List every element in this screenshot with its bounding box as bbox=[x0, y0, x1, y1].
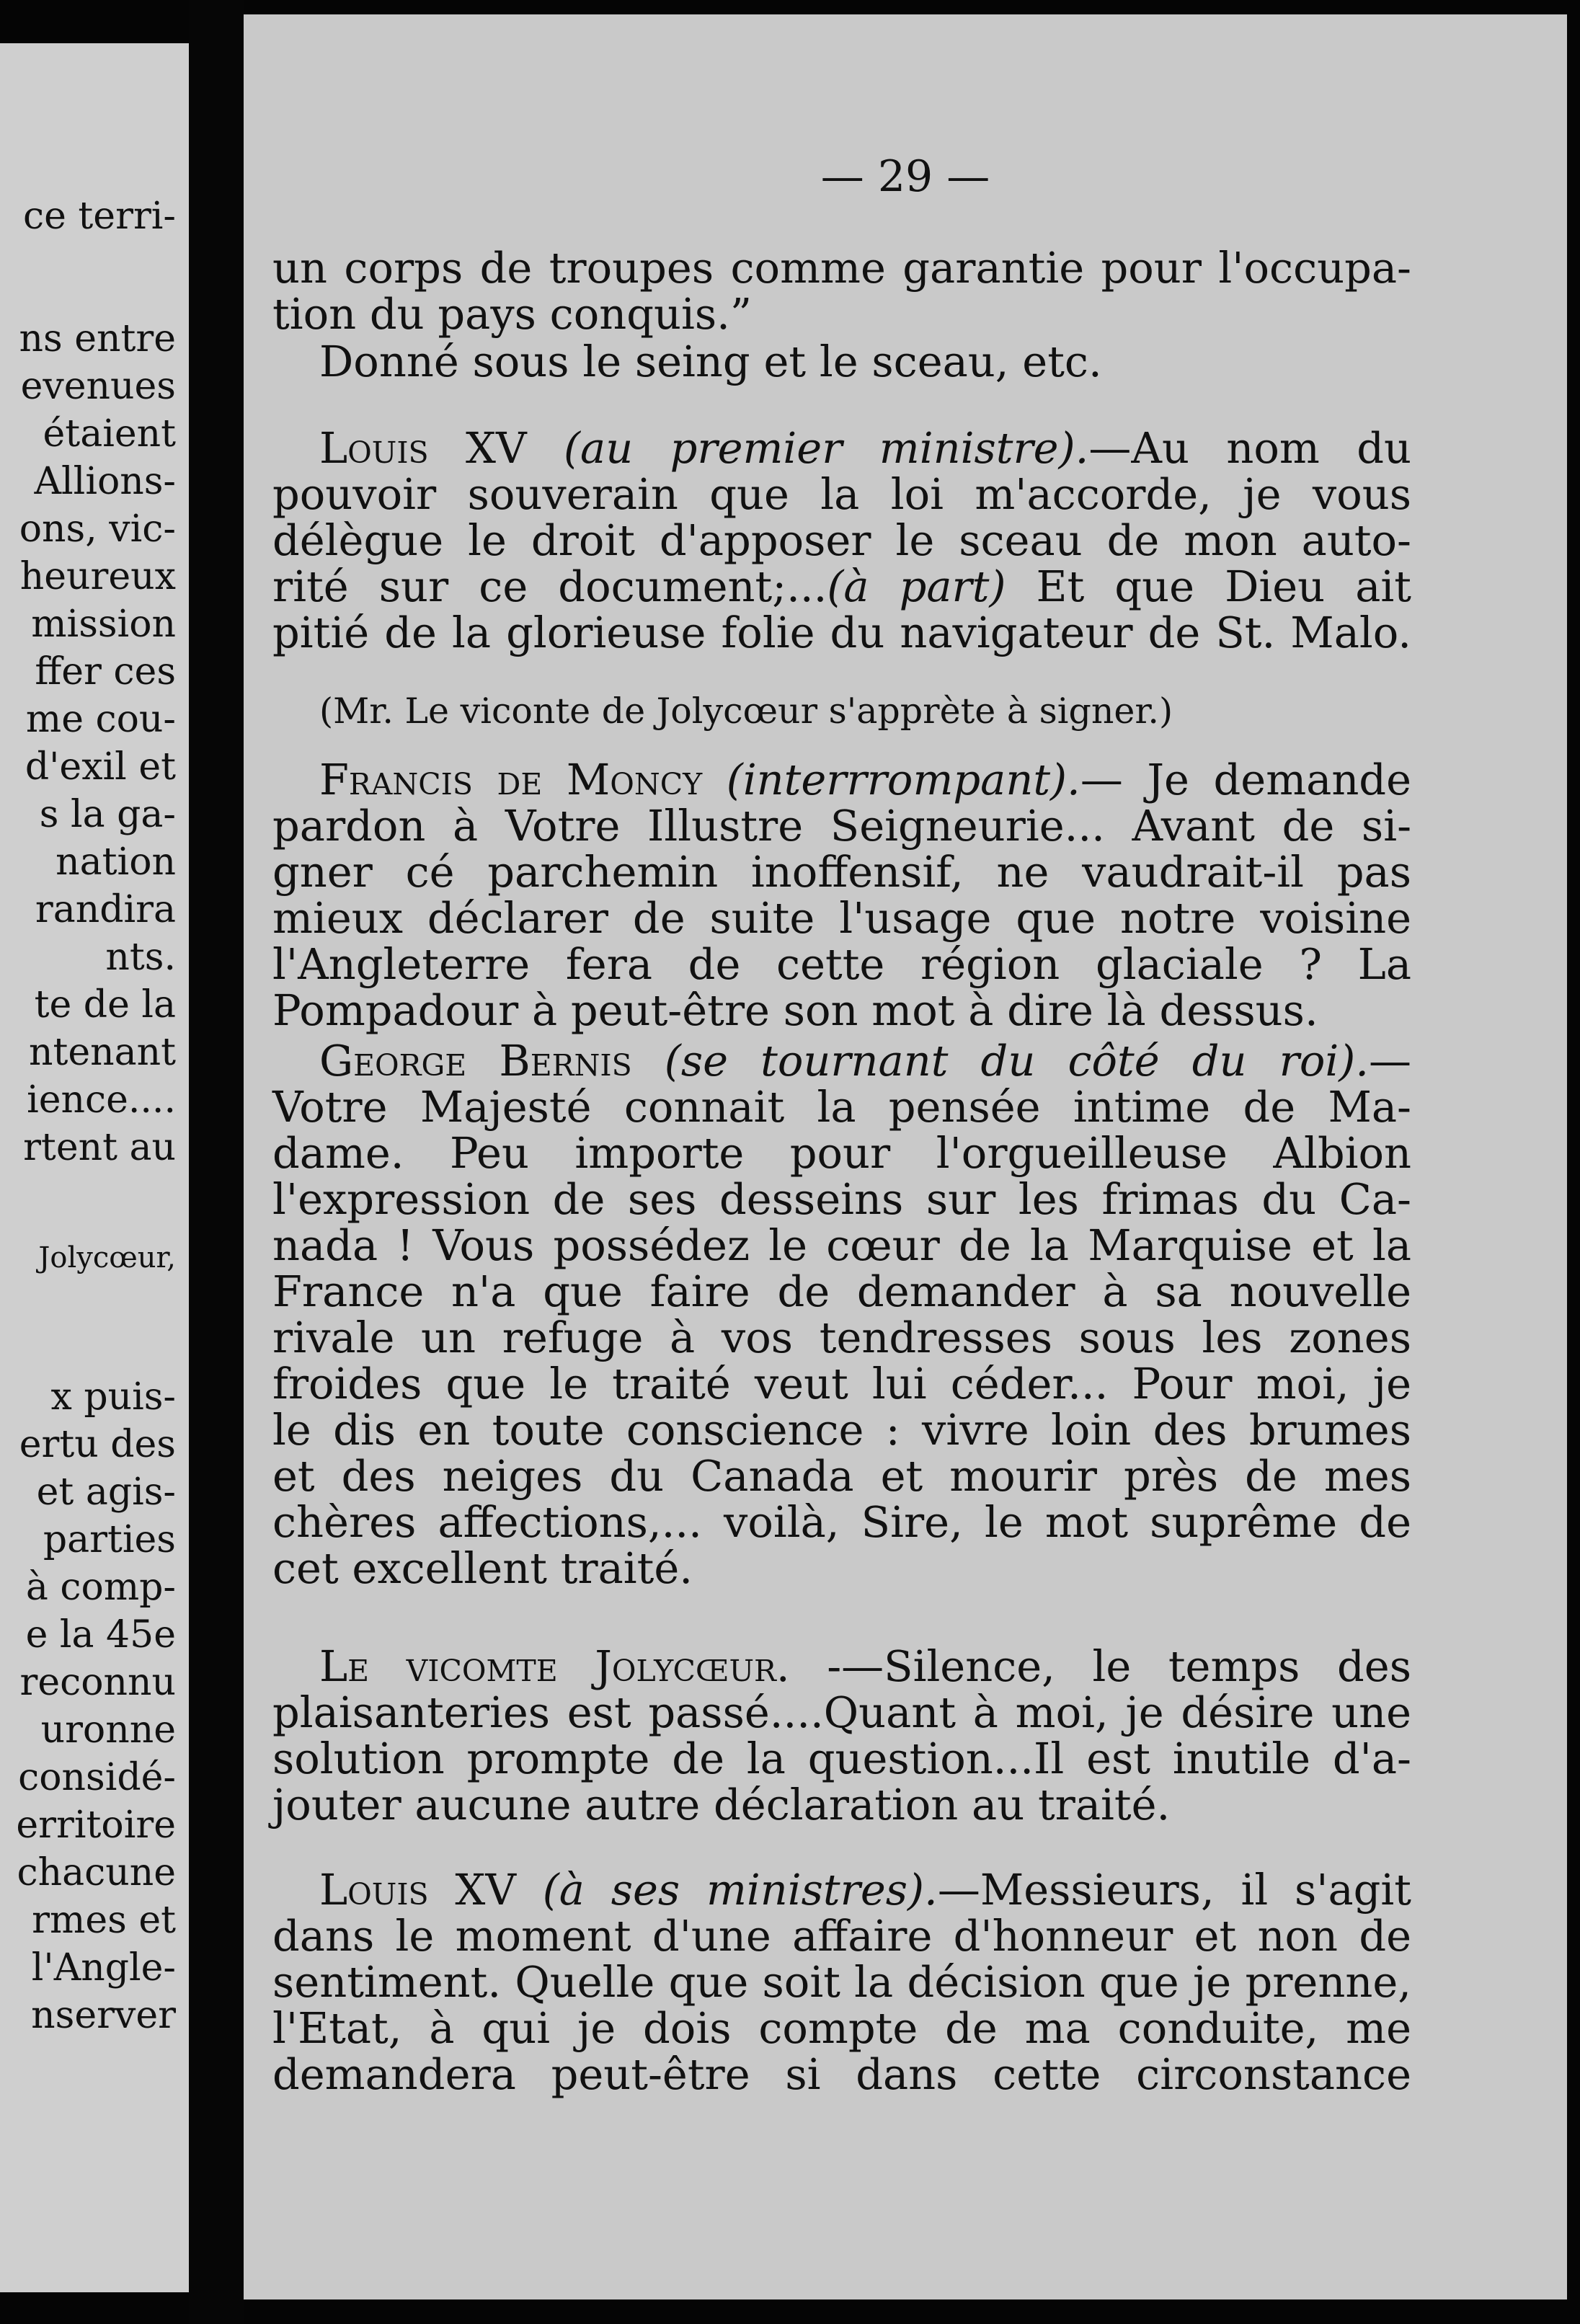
stage-direction: (à part) bbox=[827, 562, 1006, 611]
left-page-line: considé- bbox=[18, 1756, 176, 1799]
text-line: rivale un refuge à vos tendresses sous les zones bbox=[272, 1313, 1411, 1362]
left-page-line: x puis- bbox=[50, 1375, 176, 1419]
stage-direction: (se tournant du côté du roi). bbox=[664, 1036, 1370, 1086]
left-page-line: chacune bbox=[17, 1851, 176, 1894]
book-gutter bbox=[189, 0, 244, 2324]
left-page-line: ns entre bbox=[19, 317, 176, 360]
left-page-line: Allions- bbox=[34, 460, 176, 503]
left-page-line: étaient bbox=[43, 412, 176, 456]
text-line: l'Etat, à qui je dois compte de ma conduite, me bbox=[272, 2003, 1411, 2053]
text-line: France n'a que faire de demander à sa nouvelle bbox=[272, 1267, 1411, 1316]
dialogue-text: —Messieurs, il s'agit bbox=[937, 1865, 1411, 1915]
left-page-line: nts. bbox=[105, 936, 176, 979]
left-page-line: ience.... bbox=[27, 1078, 176, 1122]
text-line: (Mr. Le viconte de Jolycœur s'apprète à signer.) bbox=[319, 691, 1173, 732]
dialogue-text: —Au nom du bbox=[1088, 423, 1411, 473]
left-page-line: nation bbox=[56, 841, 176, 884]
left-page-line: et agis- bbox=[36, 1471, 176, 1514]
left-page-line: e la 45e bbox=[25, 1613, 176, 1656]
text-line: et des neiges du Canada et mourir près de mes bbox=[272, 1451, 1411, 1501]
text-line: le dis en toute conscience : vivre loin des brumes bbox=[272, 1405, 1411, 1455]
speaker-name: Louis XV bbox=[319, 1865, 517, 1915]
left-page-line: ons, vic- bbox=[19, 507, 176, 551]
left-page-line: rtent au bbox=[23, 1126, 176, 1169]
left-page-line: te de la bbox=[34, 983, 176, 1026]
left-page-line: randira bbox=[35, 888, 176, 931]
text-line: pitié de la glorieuse folie du navigateur de St. Malo. bbox=[272, 608, 1411, 657]
dialogue-text: rité sur ce document;... bbox=[272, 562, 827, 611]
dialogue-text: — Je demande bbox=[1080, 755, 1411, 804]
left-page-line: nserver bbox=[31, 1994, 176, 2037]
speaker-name: George Bernis bbox=[319, 1036, 632, 1086]
left-page-line: uronne bbox=[40, 1708, 176, 1752]
text-line bbox=[272, 564, 1411, 610]
text-line: gner cé parchemin inoffensif, ne vaudrait-il pas bbox=[272, 847, 1411, 897]
left-page-line: me cou- bbox=[25, 698, 176, 741]
left-page-line: ffer ces bbox=[35, 650, 176, 693]
left-page-line: erritoire bbox=[16, 1804, 176, 1847]
speaker-name: Louis XV bbox=[319, 423, 527, 473]
left-page-line: heureux bbox=[19, 555, 176, 598]
text-line: pardon à Votre Illustre Seigneurie... Avant de si- bbox=[272, 801, 1411, 851]
text-line: Votre Majesté connait la pensée intime de Ma- bbox=[272, 1082, 1411, 1132]
left-page-line: ertu des bbox=[19, 1423, 176, 1466]
text-line: Pompadour à peut-être son mot à dire là dessus. bbox=[272, 985, 1318, 1035]
speaker-name: Le vicomte Jolycœur. bbox=[319, 1641, 790, 1691]
text-line: l'expression de ses desseins sur les frimas du Ca- bbox=[272, 1174, 1411, 1224]
stage-direction: (à ses ministres). bbox=[542, 1865, 938, 1915]
text-line: mieux déclarer de suite l'usage que notre voisine bbox=[272, 893, 1411, 943]
text-line: tion du pays conquis.” bbox=[272, 289, 753, 339]
text-line: sentiment. Quelle que soit la décision que je prenne, bbox=[272, 1957, 1411, 2007]
text-line: pouvoir souverain que la loi m'accorde, je vous bbox=[272, 469, 1411, 519]
text-line: plaisanteries est passé....Quant à moi, je désire une bbox=[272, 1687, 1411, 1737]
text-line: délègue le droit d'apposer le sceau de mon auto- bbox=[272, 515, 1411, 565]
left-page-line: Jolycœur, bbox=[38, 1241, 176, 1274]
dialogue-text: Et que Dieu ait bbox=[1006, 562, 1411, 611]
left-page-line: rmes et bbox=[32, 1899, 176, 1942]
speaker-line bbox=[319, 425, 1411, 471]
left-page-line: l'Angle- bbox=[31, 1946, 176, 1990]
left-page-line: reconnu bbox=[19, 1661, 176, 1704]
dialogue-text: -—Silence, le temps des bbox=[827, 1641, 1411, 1691]
text-line: cet excellent traité. bbox=[272, 1543, 693, 1593]
text-line: dame. Peu importe pour l'orgueilleuse Albion bbox=[272, 1128, 1411, 1178]
text-line: chères affections,... voilà, Sire, le mot suprême de bbox=[272, 1497, 1411, 1547]
text-line: un corps de troupes comme garantie pour l'occupa- bbox=[272, 243, 1411, 293]
left-page-line: ce terri- bbox=[22, 195, 176, 238]
text-line: nada ! Vous possédez le cœur de la Marquise et la bbox=[272, 1220, 1411, 1270]
speaker-line bbox=[319, 1038, 1411, 1084]
main-page bbox=[244, 14, 1567, 2299]
left-page-line: d'exil et bbox=[25, 745, 176, 789]
speaker-line bbox=[319, 1641, 1411, 1691]
left-page-line: mission bbox=[31, 603, 176, 646]
text-line: l'Angleterre fera de cette région glaciale ? La bbox=[272, 939, 1411, 989]
left-page-line: s la ga- bbox=[39, 793, 176, 836]
text-line: demandera peut-être si dans cette circonstance bbox=[272, 2049, 1411, 2099]
text-line: froides que le traité veut lui céder... Pour moi, je bbox=[272, 1359, 1411, 1409]
page-number: — 29 — bbox=[820, 151, 990, 202]
stage-direction: (interrrompant). bbox=[726, 755, 1080, 804]
left-page-line: parties bbox=[43, 1518, 176, 1561]
text-line: Donné sous le seing et le sceau, etc. bbox=[319, 337, 1102, 386]
left-page-line: ntenant bbox=[28, 1031, 176, 1074]
left-page-line: à comp- bbox=[25, 1566, 176, 1609]
text-line: solution prompte de la question...Il est inutile d'a- bbox=[272, 1734, 1411, 1783]
text-line: jouter aucune autre déclaration au traité. bbox=[272, 1780, 1171, 1830]
text-line: dans le moment d'une affaire d'honneur et non de bbox=[272, 1911, 1411, 1961]
speaker-name: Francis de Moncy bbox=[319, 755, 703, 804]
speaker-line bbox=[319, 1867, 1411, 1913]
speaker-line bbox=[319, 757, 1411, 803]
left-page-line: evenues bbox=[20, 365, 176, 408]
dialogue-text: — bbox=[1369, 1036, 1412, 1086]
left-page-fragment bbox=[0, 43, 189, 2292]
stage-direction: (au premier ministre). bbox=[564, 423, 1089, 473]
